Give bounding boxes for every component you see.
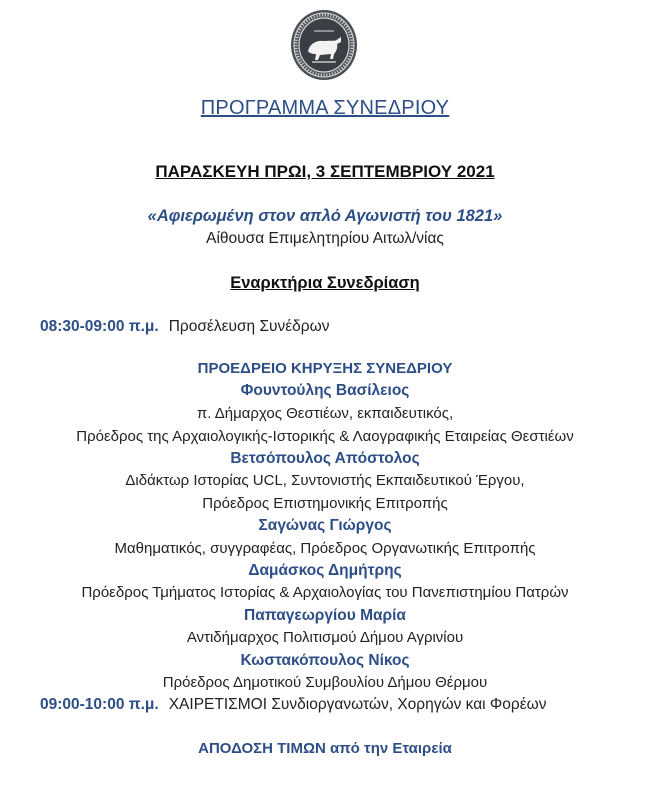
schedule-row-greetings — [40, 696, 547, 714]
schedule-time: 08:30-09:00 π.μ. — [40, 318, 159, 335]
presidium-member-role: Πρόεδρος Δημοτικού Συμβουλίου Δήμου Θέρμου — [162, 674, 488, 691]
presidium-member-name: Δαμάσκος Δημήτρης — [248, 562, 402, 579]
session-title: Εναρκτήρια Συνεδρίαση — [230, 274, 420, 292]
presidium-member-name: Παπαγεωργίου Μαρία — [244, 607, 406, 624]
dedication-text: «Αφιερωμένη στον απλό Αγωνιστή του 1821» — [147, 207, 503, 225]
presidium-member-name: Σαγώνας Γιώργος — [258, 517, 392, 534]
presidium-member-role: Αντιδήμαρχος Πολιτισμού Δήμου Αγρινίου — [186, 629, 464, 646]
presidium-member-role: Διδάκτωρ Ιστορίας UCL, Συντονιστής Εκπαιδευτικού Έργου, — [125, 472, 525, 489]
society-seal-icon — [290, 9, 358, 81]
honors-text: ΑΠΟΔΟΣΗ ΤΙΜΩΝ από την Εταιρεία — [198, 740, 452, 757]
schedule-row-arrival — [40, 318, 329, 336]
presidium-member-name: Βετσόπουλος Απόστολος — [230, 450, 420, 467]
presidium-member-role: π. Δήμαρχος Θεστιέων, εκπαιδευτικός, — [196, 405, 454, 422]
presidium-member-role: Πρόεδρος της Αρχαιολογικής-Ιστορικής & Λαογραφικής Εταιρείας Θεστιέων — [76, 428, 574, 445]
presidium-member-role: Πρόεδρος Τμήματος Ιστορίας & Αρχαιολογίας του Πανεπιστημίου Πατρών — [81, 584, 569, 601]
presidium-member-role: Πρόεδρος Επιστημονικής Επιτροπής — [202, 495, 448, 512]
venue-text: Αίθουσα Επιμελητηρίου Αιτωλ/νίας — [206, 230, 444, 247]
page-title: ΠΡΟΓΡΑΜΜΑ ΣΥΝΕΔΡΙΟΥ — [200, 97, 450, 119]
session-date: ΠΑΡΑΣΚΕΥΗ ΠΡΩΙ, 3 ΣΕΠΤΕΜΒΡΙΟΥ 2021 — [155, 162, 495, 181]
presidium-member-name: Φουντούλης Βασίλειος — [240, 382, 410, 399]
presidium-member-role: Μαθηματικός, συγγραφέας, Πρόεδρος Οργανωτικής Επιτροπής — [114, 540, 536, 557]
presidium-heading: ΠΡΟΕΔΡΕΙΟ ΚΗΡΥΞΗΣ ΣΥΝΕΔΡΙΟΥ — [197, 360, 453, 377]
schedule-desc: ΧΑΙΡΕΤΙΣΜΟΙ Συνδιοργανωτών, Χορηγών και Φορέων — [168, 696, 547, 713]
schedule-time: 09:00-10:00 π.μ. — [40, 696, 159, 713]
schedule-desc: Προσέλευση Συνέδρων — [168, 318, 330, 335]
presidium-member-name: Κωστακόπουλος Νίκος — [240, 652, 410, 669]
